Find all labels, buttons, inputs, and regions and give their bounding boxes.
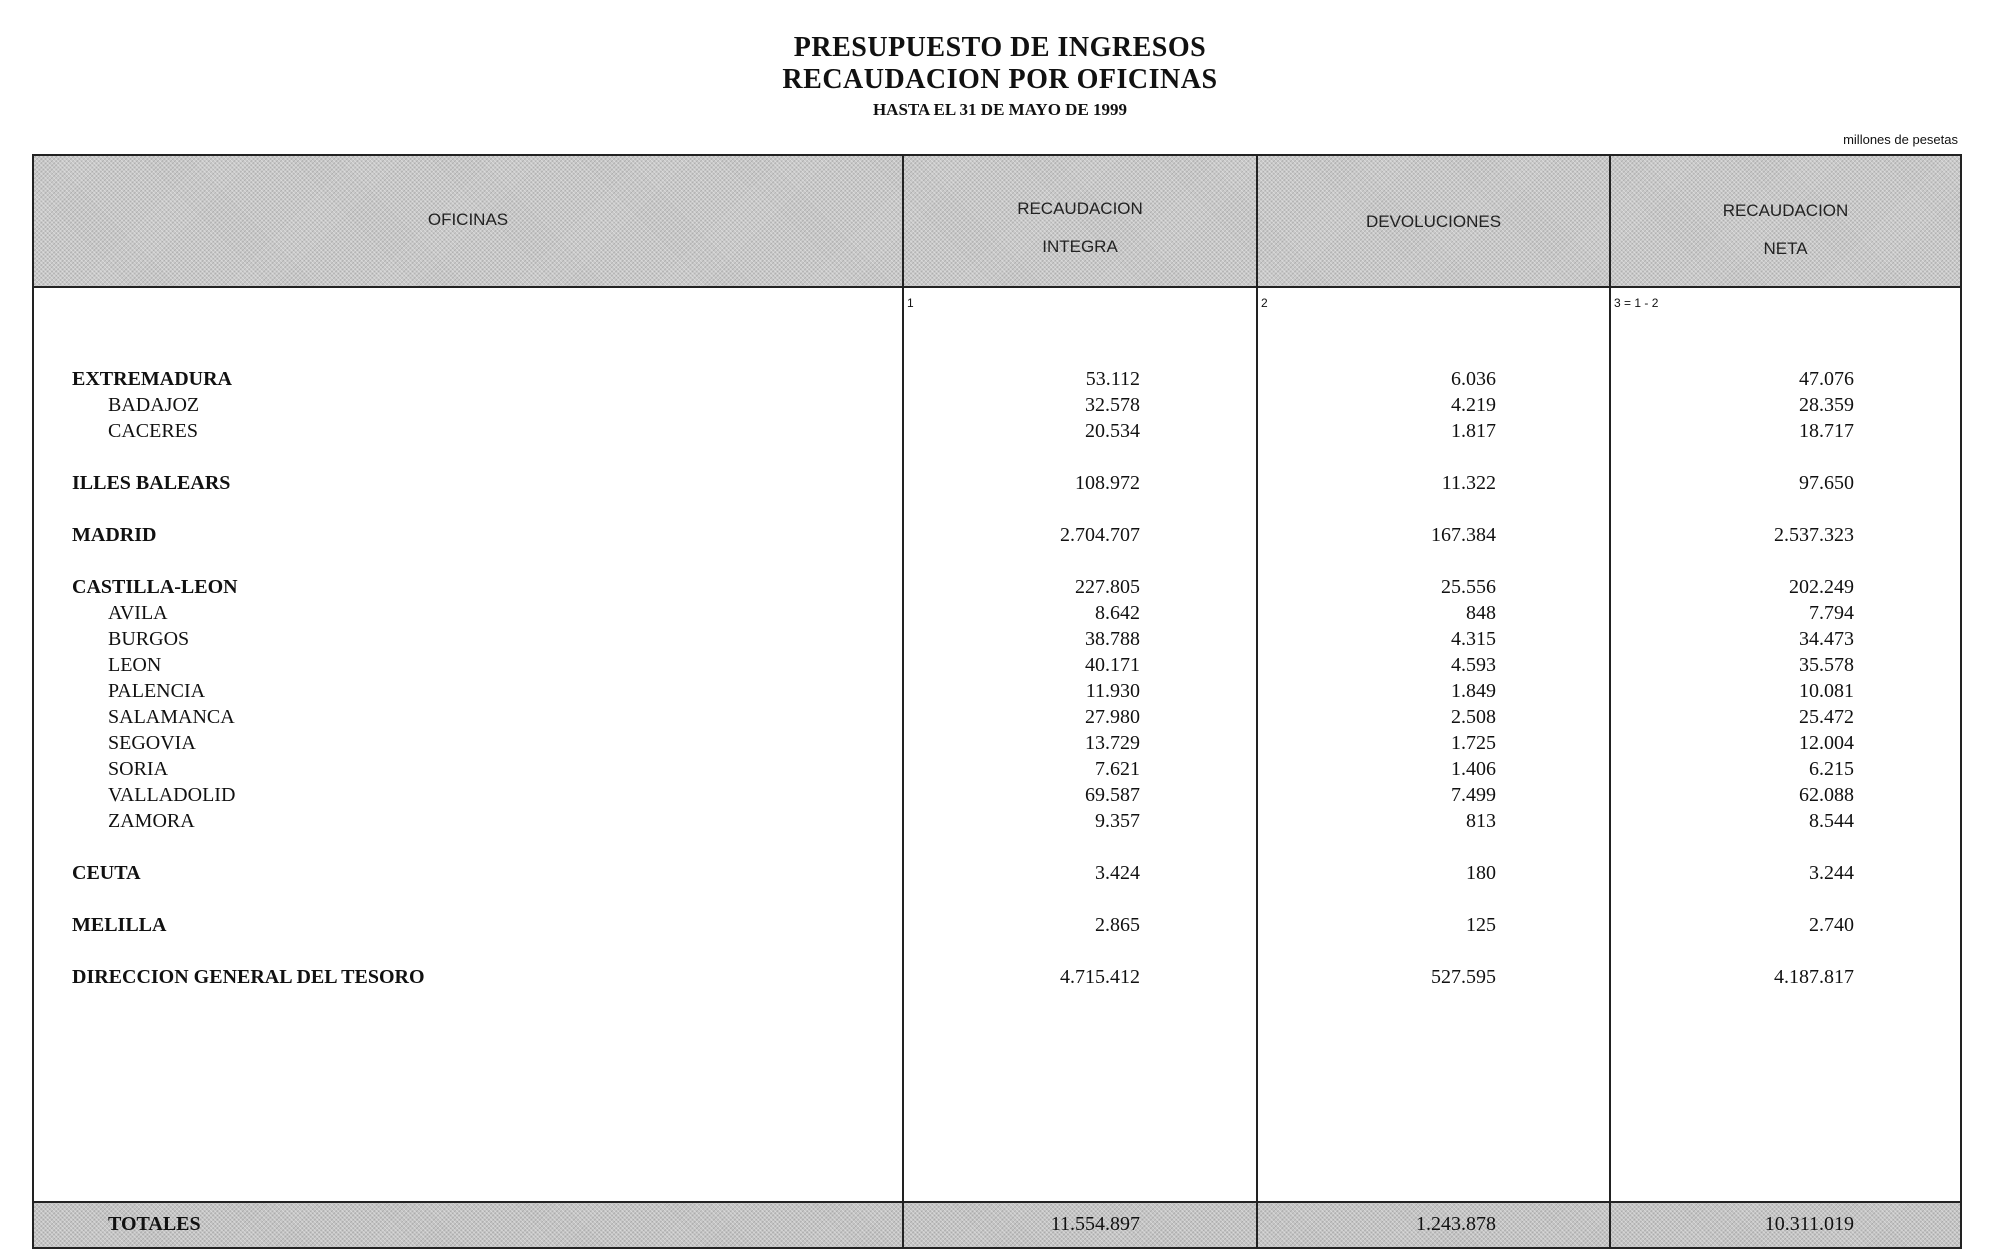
row-integra: 32.578 (1085, 394, 1140, 416)
table-row (0, 653, 2000, 677)
row-neta: 3.244 (1809, 862, 1854, 884)
row-devoluciones: 125 (1466, 914, 1496, 936)
col-header-devoluciones-label: DEVOLUCIONES (1365, 212, 1502, 231)
row-integra: 69.587 (1085, 784, 1140, 806)
row-devoluciones: 25.556 (1441, 576, 1496, 598)
row-name: SEGOVIA (108, 732, 196, 754)
row-integra: 7.621 (1095, 758, 1140, 780)
row-neta: 7.794 (1809, 602, 1854, 624)
row-name: EXTREMADURA (72, 368, 232, 390)
row-devoluciones: 4.315 (1451, 628, 1496, 650)
row-devoluciones: 180 (1466, 862, 1496, 884)
row-name: DIRECCION GENERAL DEL TESORO (72, 966, 425, 988)
row-integra: 11.930 (1085, 680, 1140, 702)
totals-integra: 11.554.897 (1050, 1213, 1140, 1235)
row-integra: 4.715.412 (1060, 966, 1140, 988)
row-name: CASTILLA-LEON (72, 576, 238, 598)
table-row (0, 367, 2000, 391)
row-integra: 40.171 (1085, 654, 1140, 676)
table-row (0, 705, 2000, 729)
row-neta: 6.215 (1809, 758, 1854, 780)
row-neta: 62.088 (1799, 784, 1854, 806)
row-name: MADRID (72, 524, 157, 546)
row-name: CACERES (108, 420, 199, 442)
row-name: ILLES BALEARS (72, 472, 231, 494)
row-neta: 8.544 (1809, 810, 1854, 832)
col-number-integra: 1 (907, 296, 914, 310)
table-row (0, 419, 2000, 443)
row-integra: 108.972 (1075, 472, 1140, 494)
totals-label: TOTALES (108, 1213, 201, 1235)
col-header-oficinas-label: OFICINAS (427, 210, 509, 229)
row-name: BURGOS (108, 628, 190, 650)
row-integra: 53.112 (1085, 368, 1140, 390)
row-devoluciones: 1.406 (1451, 758, 1496, 780)
row-neta: 10.081 (1799, 680, 1854, 702)
row-integra: 2.865 (1095, 914, 1140, 936)
row-devoluciones: 2.508 (1451, 706, 1496, 728)
row-name: VALLADOLID (108, 784, 236, 806)
row-neta: 12.004 (1799, 732, 1854, 754)
table-row (0, 809, 2000, 833)
row-integra: 9.357 (1095, 810, 1140, 832)
table-row (0, 393, 2000, 417)
row-name: CEUTA (72, 862, 141, 884)
row-integra: 13.729 (1085, 732, 1140, 754)
row-integra: 20.534 (1085, 420, 1140, 442)
row-integra: 27.980 (1085, 706, 1140, 728)
row-devoluciones: 1.849 (1451, 680, 1496, 702)
col-header-integra (904, 190, 1256, 266)
col-number-devoluciones: 2 (1261, 296, 1268, 310)
row-devoluciones: 848 (1466, 602, 1496, 624)
totals-divider (32, 1201, 1962, 1203)
row-name: MELILLA (72, 914, 167, 936)
totals-devoluciones: 1.243.878 (1416, 1213, 1496, 1235)
row-devoluciones: 6.036 (1451, 368, 1496, 390)
row-devoluciones: 527.595 (1431, 966, 1496, 988)
header-divider (32, 286, 1962, 288)
row-name: ZAMORA (108, 810, 195, 832)
col-number-neta: 3 = 1 - 2 (1614, 296, 1659, 310)
row-devoluciones: 4.593 (1451, 654, 1496, 676)
row-name: LEON (108, 654, 162, 676)
row-neta: 25.472 (1799, 706, 1854, 728)
table-row (0, 757, 2000, 781)
row-neta: 35.578 (1799, 654, 1854, 676)
col-header-devoluciones (1258, 212, 1609, 232)
row-name: AVILA (108, 602, 168, 624)
table-row (0, 965, 2000, 989)
col-header-neta-line1: RECAUDACION (1722, 201, 1849, 220)
row-integra: 38.788 (1085, 628, 1140, 650)
col-header-neta (1611, 192, 1960, 268)
row-neta: 4.187.817 (1774, 966, 1854, 988)
row-name: BADAJOZ (108, 394, 200, 416)
row-devoluciones: 1.725 (1451, 732, 1496, 754)
col-header-integra-line2: INTEGRA (1042, 237, 1118, 256)
row-neta: 97.650 (1799, 472, 1854, 494)
row-neta: 28.359 (1799, 394, 1854, 416)
row-name: SORIA (108, 758, 169, 780)
row-neta: 47.076 (1799, 368, 1854, 390)
table-row (0, 601, 2000, 625)
col-header-integra-line1: RECAUDACION (1017, 199, 1143, 218)
row-devoluciones: 4.219 (1451, 394, 1496, 416)
row-neta: 18.717 (1799, 420, 1854, 442)
table-row (0, 861, 2000, 885)
row-integra: 227.805 (1075, 576, 1140, 598)
report-subtitle: RECAUDACION POR OFICINAS (782, 64, 1218, 95)
row-devoluciones: 813 (1466, 810, 1496, 832)
table-row (0, 731, 2000, 755)
row-name: SALAMANCA (108, 706, 235, 728)
table-row (0, 783, 2000, 807)
table-row (0, 627, 2000, 651)
row-devoluciones: 1.817 (1451, 420, 1496, 442)
row-name: PALENCIA (108, 680, 206, 702)
report-title: PRESUPUESTO DE INGRESOS (793, 32, 1207, 63)
table-row (0, 679, 2000, 703)
row-devoluciones: 167.384 (1431, 524, 1496, 546)
table-row (0, 575, 2000, 599)
row-neta: 2.740 (1809, 914, 1854, 936)
row-integra: 8.642 (1095, 602, 1140, 624)
row-devoluciones: 7.499 (1451, 784, 1496, 806)
table-row (0, 523, 2000, 547)
row-neta: 202.249 (1789, 576, 1854, 598)
col-header-oficinas (34, 210, 902, 230)
row-neta: 34.473 (1799, 628, 1854, 650)
report-date: HASTA EL 31 DE MAYO DE 1999 (872, 100, 1128, 119)
table-row (0, 913, 2000, 937)
row-integra: 3.424 (1095, 862, 1140, 884)
totals-neta: 10.311.019 (1764, 1213, 1854, 1235)
table-row (0, 471, 2000, 495)
row-devoluciones: 11.322 (1441, 472, 1496, 494)
units-label: millones de pesetas (1843, 132, 1958, 147)
row-integra: 2.704.707 (1060, 524, 1140, 546)
row-neta: 2.537.323 (1774, 524, 1854, 546)
col-header-neta-line2: NETA (1763, 239, 1808, 258)
